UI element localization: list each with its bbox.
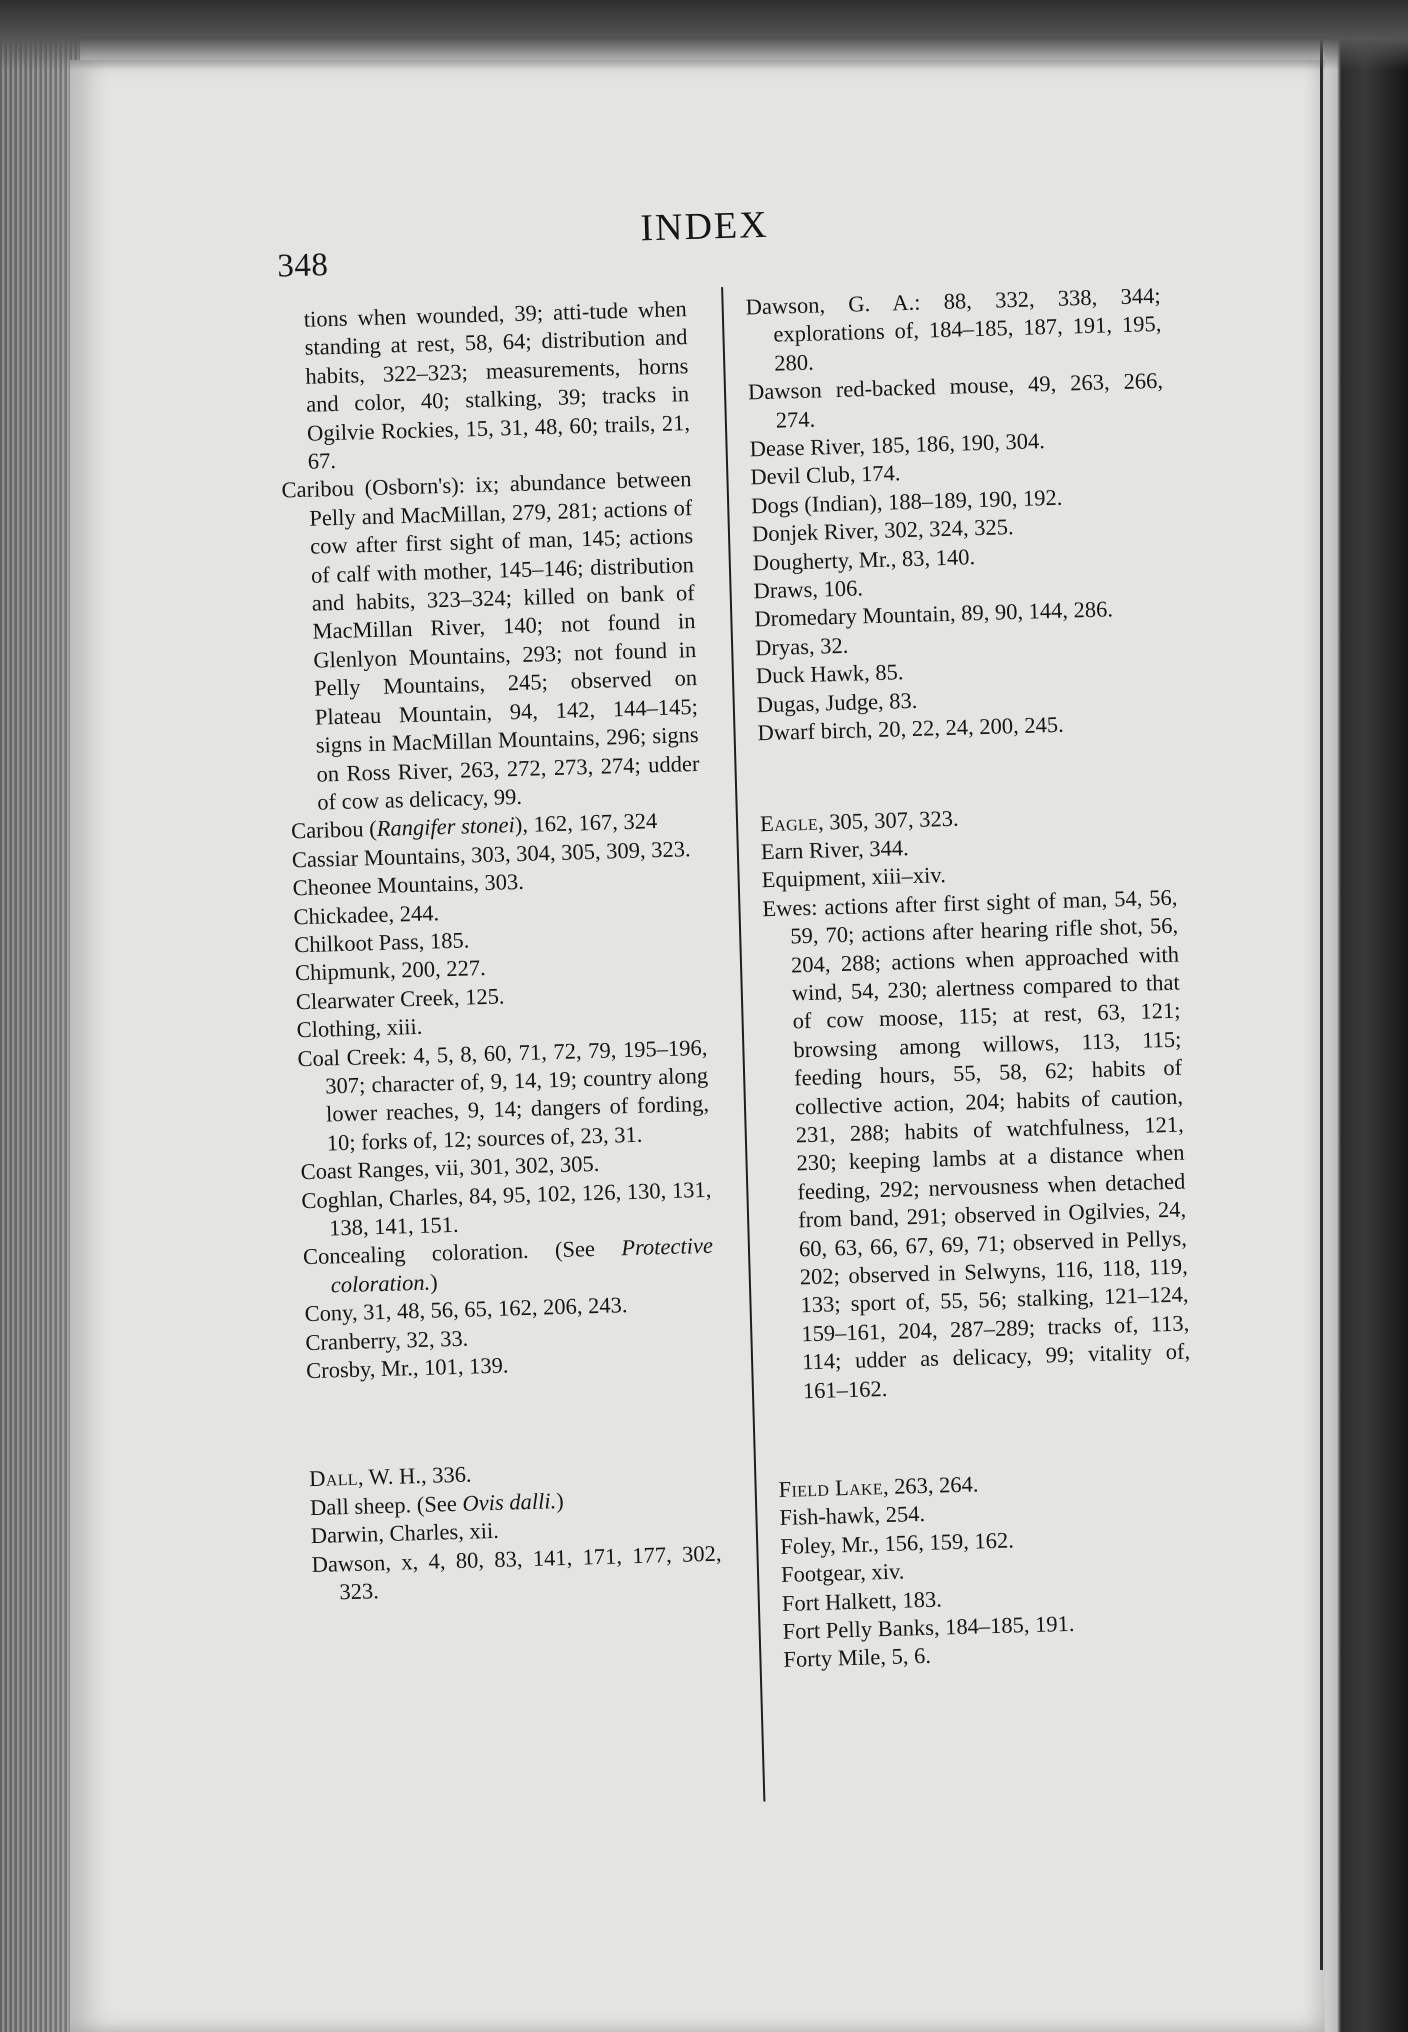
index-entry: Forty Mile, 5, 6.: [783, 1643, 932, 1673]
index-entry: Earn River, 344.: [760, 835, 909, 865]
index-column-left: [276, 295, 722, 1607]
entry-text: Caribou (: [290, 816, 378, 844]
index-entry: Devil Club, 174.: [750, 460, 901, 490]
index-entry: Duck Hawk, 85.: [755, 659, 904, 689]
index-entry: Ewes: actions after first sight of man, 54, 56, 59, 70; actions after hearing rifle shot, 56, 204, 288; actions when approached with wind, 54, 230; alertness compared to that of cow moose, 115; at rest, 63, 121; browsing among willows, 113, 115; feeding hours, 55, 58, 62; habits of collective action, 204; habits of caution, 231, 288; habits of watchfulness, 121, 230; keeping lambs at a distance when feeding, 292; nervousness when detached from band, 291; observed in Ogilvies, 24, 60, 63, 66, 67, 69, 71; observed in Pellys, 202; observed in Selwyns, 116, 118, 119, 133; sport of, 55, 56; stalking, 121–124, 159–161, 204, 287–289; tracks of, 113, 114; udder as delicacy, 99; vitality of, 161–162.: [762, 884, 1191, 1403]
index-entry: Fort Pelly Banks, 184–185, 191.: [782, 1610, 1075, 1644]
index-entry: Dromedary Mountain, 89, 90, 144, 286.: [754, 596, 1114, 632]
entry-text: , 305, 307, 323.: [817, 805, 959, 835]
entry-italic: Rangifer stonei: [376, 812, 516, 842]
index-entry: Cassiar Mountains, 303, 304, 305, 309, 323.: [291, 835, 691, 873]
index-entry: Dawson, G. A.: 88, 332, 338, 344; explorations of, 184–185, 187, 191, 195, 280.: [745, 282, 1162, 376]
entry-text: Concealing coloration. (See: [302, 1235, 622, 1270]
entry-text: ): [429, 1269, 438, 1295]
running-head: INDEX: [639, 203, 770, 250]
index-entry: Equipment, xiii–xiv.: [761, 862, 947, 893]
entry-text: , 263, 264.: [882, 1471, 979, 1500]
index-entry: Coal Creek: 4, 5, 8, 60, 71, 72, 79, 195–196, 307; character of, 9, 14, 19; country along lower reaches, 9, 14; dangers of fording, 10; forks of, 12; sources of, 23, 31.: [297, 1034, 710, 1156]
entry-head-smallcaps: Dall: [308, 1465, 359, 1492]
index-entry: Dugas, Judge, 83.: [756, 687, 918, 717]
index-entry-continuation: tions when wounded, 39; atti-tude when standing at rest, 58, 64; distribution and habits, 322–323; measurements, horns and color, 40; stalking, 39; tracks in Ogilvie Rockies, 15, 31, 48, 60; trails, 21, 67.: [303, 296, 691, 474]
index-entry: Cheonee Mountains, 303.: [292, 869, 525, 901]
index-entry: Caribou (Osborn's): ix; abundance between Pelly and MacMillan, 279, 281; actions of cow after first sight of man, 145; actions of calf with mother, 145–146; distribution and habits, 323–324; killed on bank of MacMillan River, 140; not found in Glenlyon Mountains, 293; not found in Pelly Mountains, 245; observed on Plateau Mountain, 94, 142, 144–145; signs in MacMillan Mountains, 296; signs on Ross River, 263, 272, 273, 274; udder of cow as delicacy, 99.: [281, 466, 700, 815]
index-entry: Cranberry, 32, 33.: [305, 1325, 469, 1355]
index-entry: Dogs (Indian), 188–189, 190, 192.: [750, 484, 1063, 519]
entry-text: , W. H., 336.: [357, 1462, 472, 1491]
letter-group-gap: [776, 1394, 1193, 1476]
index-column-right: [745, 282, 1198, 1675]
index-entry: Cony, 31, 48, 56, 65, 162, 206, 243.: [304, 1292, 628, 1327]
index-entry: Footgear, xiv.: [780, 1558, 905, 1588]
index-entry: Dawson, x, 4, 80, 83, 141, 171, 177, 302, 323.: [311, 1540, 722, 1605]
entry-text: Dall sheep. (See: [309, 1490, 463, 1520]
entry-head-smallcaps: Eagle: [759, 809, 819, 836]
index-entry: Dryas, 32.: [754, 632, 849, 661]
index-entry: Darwin, Charles, xii.: [310, 1518, 500, 1549]
index-entry: Chipmunk, 200, 227.: [294, 955, 487, 986]
letter-group-gap: [758, 736, 1175, 810]
index-entry: Coast Ranges, vii, 301, 302, 305.: [300, 1151, 600, 1185]
entry-italic: Ovis dalli.: [462, 1488, 557, 1516]
index-entry: Clothing, xiii.: [296, 1013, 423, 1043]
index-entry: Fort Halkett, 183.: [781, 1586, 943, 1616]
entry-head-smallcaps: Field Lake: [778, 1474, 884, 1503]
index-entry: Coghlan, Charles, 84, 95, 102, 126, 130, 131, 138, 141, 151.: [301, 1176, 712, 1241]
index-entry: Clearwater Creek, 125.: [295, 983, 505, 1015]
letter-group-gap: [307, 1374, 719, 1465]
index-entry: Dease River, 185, 186, 190, 304.: [749, 428, 1046, 462]
index-entry: Draws, 106.: [753, 575, 864, 604]
index-entry: Dawson red-backed mouse, 49, 263, 266, 274.: [747, 368, 1164, 433]
entry-italic: Protective coloration.: [330, 1233, 714, 1298]
index-entry: Fish-hawk, 254.: [779, 1501, 926, 1531]
index-entry: Crosby, Mr., 101, 139.: [305, 1352, 509, 1384]
index-entry: Donjek River, 302, 324, 325.: [751, 514, 1014, 547]
index-entry: Dougherty, Mr., 83, 140.: [752, 543, 976, 576]
index-entry: Foley, Mr., 156, 159, 162.: [779, 1527, 1015, 1559]
index-entry: Chilkoot Pass, 185.: [293, 927, 470, 958]
page-number: 348: [276, 247, 329, 285]
entry-text: ), 162, 167, 324: [514, 808, 658, 838]
entry-text: ): [555, 1487, 564, 1514]
index-entry: Dwarf birch, 20, 22, 24, 200, 245.: [757, 711, 1064, 746]
index-entry: Chickadee, 244.: [293, 899, 440, 929]
